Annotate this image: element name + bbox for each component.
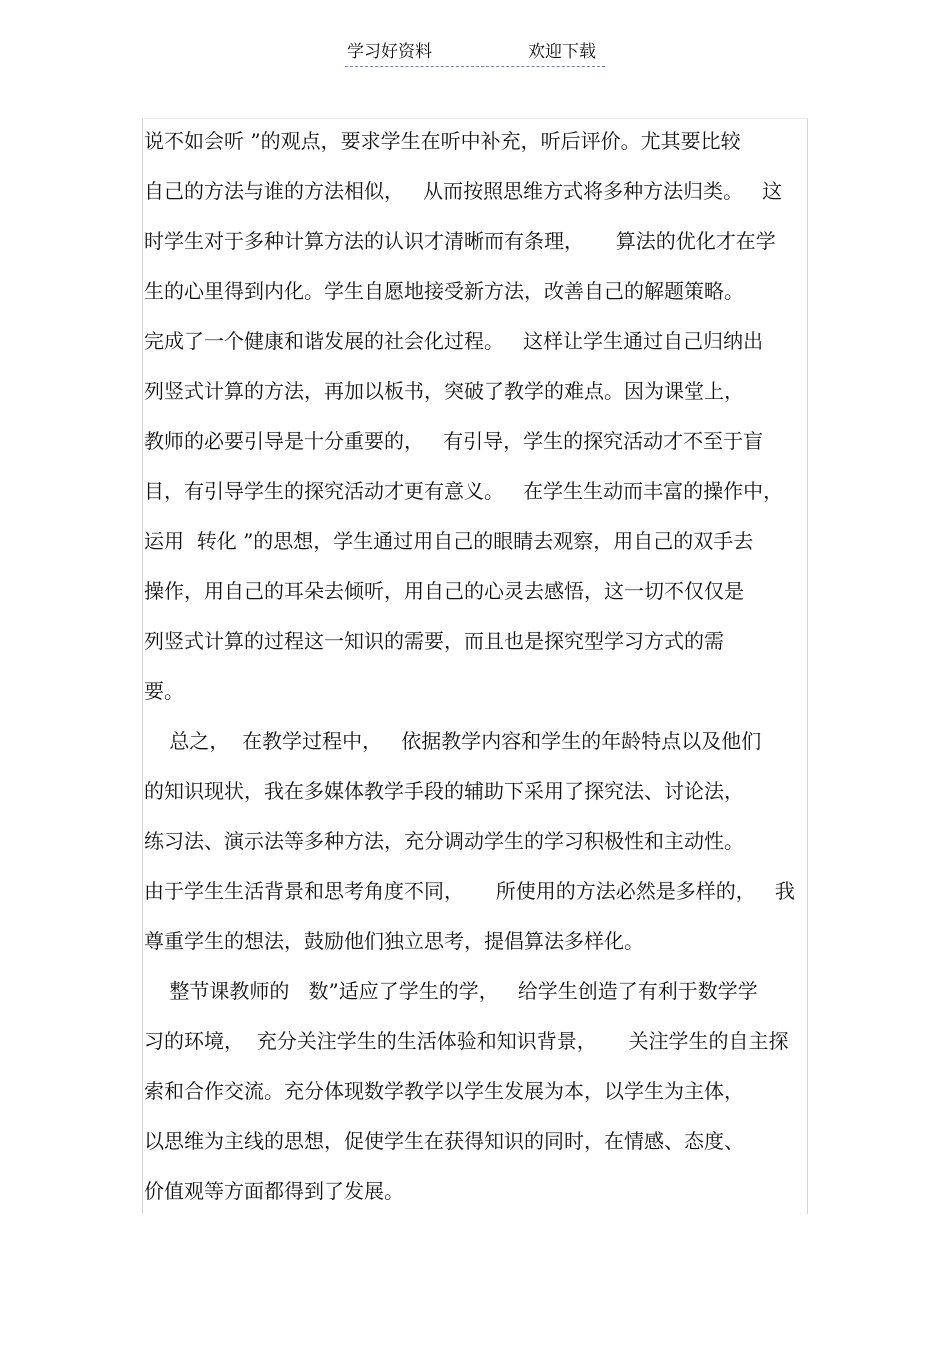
- text-line: 索和合作交流。充分体现数学教学以学生发展为本，以学生为主体，: [144, 1079, 744, 1103]
- text-line: 的知识现状，我在多媒体教学手段的辅助下采用了探究法、讨论法，: [144, 779, 744, 803]
- header-left-text: 学习好资料: [347, 42, 432, 62]
- text-line: 时学生对于多种计算方法的认识才清晰而有条理， 算法的优化才在学: [144, 229, 776, 253]
- text-line: 生的心里得到内化。学生自愿地接受新方法，改善自己的解题策略。: [144, 279, 744, 303]
- text-line: 运用 转化 ”的思想，学生通过用自己的眼睛去观察，用自己的双手去: [144, 529, 754, 553]
- text-line: 由于学生生活背景和思考角度不同， 所使用的方法必然是多样的， 我: [144, 879, 795, 903]
- text-line: 列竖式计算的过程这一知识的需要，而且也是探究型学习方式的需: [144, 629, 724, 653]
- text-line: 目，有引导学生的探究活动才更有意义。 在学生生动而丰富的操作中，: [144, 479, 784, 503]
- text-line: 完成了一个健康和谐发展的社会化过程。 这样让学生通过自己归纳出: [144, 329, 764, 353]
- text-line: 以思维为主线的思想，促使学生在获得知识的同时，在情感、态度、: [144, 1129, 744, 1153]
- text-line: 整节课教师的 数”适应了学生的学， 给学生创造了有利于数学学: [144, 979, 758, 1003]
- page-header: [345, 40, 605, 67]
- text-line: 尊重学生的想法，鼓励他们独立思考，提倡算法多样化。: [144, 929, 644, 953]
- text-line: 价值观等方面都得到了发展。: [144, 1179, 404, 1203]
- text-line: 自己的方法与谁的方法相似， 从而按照思维方式将多种方法归类。 这: [144, 179, 783, 203]
- text-line: 要。: [144, 679, 184, 703]
- text-line: 操作，用自己的耳朵去倾听，用自己的心灵去感悟，这一切不仅仅是: [144, 579, 744, 603]
- text-line: 总之， 在教学过程中， 依据教学内容和学生的年龄特点以及他们: [144, 729, 762, 753]
- text-line: 说不如会听 ”的观点，要求学生在听中补充，听后评价。尤其要比较: [144, 129, 741, 153]
- header-right-text: 欢迎下载: [528, 42, 596, 62]
- text-line: 列竖式计算的方法，再加以板书，突破了教学的难点。因为课堂上，: [144, 379, 744, 403]
- text-line: 练习法、演示法等多种方法，充分调动学生的学习积极性和主动性。: [144, 829, 744, 853]
- text-line: 教师的必要引导是十分重要的， 有引导，学生的探究活动才不至于盲: [144, 429, 764, 453]
- text-line: 习的环境， 充分关注学生的生活体验和知识背景， 关注学生的自主探: [144, 1029, 789, 1053]
